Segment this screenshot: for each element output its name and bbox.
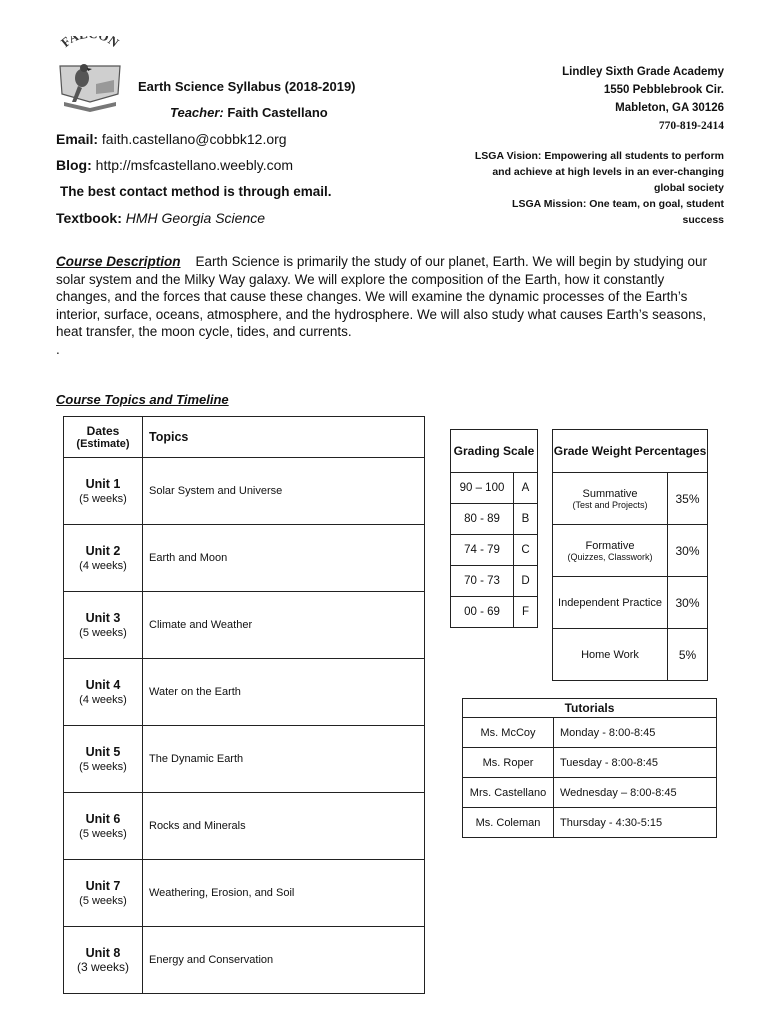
unit-label: Unit 7 [85,879,121,893]
school-name: Lindley Sixth Grade Academy [562,66,724,78]
tutorial-row [463,748,717,778]
unit-label: Unit 4 [85,678,121,692]
unit-weeks: (3 weeks) [76,960,129,974]
weight-percent: 5% [668,629,708,681]
unit-row [64,860,425,927]
textbook-line [56,210,265,226]
tutorial-row [463,778,717,808]
grade-range: 74 - 79 [451,535,514,566]
teacher-line [170,105,328,120]
unit-label: Unit 5 [85,745,121,759]
tutorial-time: Monday - 8:00-8:45 [554,718,717,748]
email-link[interactable]: faith.castellano@cobbk12.org [101,131,287,147]
unit-weeks: (5 weeks) [79,627,127,639]
blog-link[interactable]: http://msfcastellano.weebly.com [95,157,294,173]
grade-letter: C [514,535,538,566]
email-line [56,131,287,147]
teacher-name: Faith Castellano [227,105,328,120]
unit-weeks: (4 weeks) [79,560,127,572]
grade-letter: F [514,597,538,628]
textbook-label: Textbook: [56,210,122,226]
email-label: Email: [56,131,99,147]
grading-heading: Grading Scale [451,430,538,473]
grading-row [451,473,538,504]
unit-row [64,793,425,860]
unit-topic: Water on the Earth [143,659,425,726]
unit-topic: Solar System and Universe [143,458,425,525]
grade-range: 80 - 89 [451,504,514,535]
weights-heading: Grade Weight Percentages [553,430,708,473]
unit-dates-cell [64,458,143,525]
grading-row [451,504,538,535]
unit-label: Unit 8 [85,946,121,960]
unit-row [64,458,425,525]
unit-row [64,659,425,726]
unit-dates-cell [64,860,143,927]
grade-letter: D [514,566,538,597]
course-description-trailing: . [56,341,60,357]
unit-label: Unit 2 [85,544,121,558]
tutorials-heading: Tutorials [463,699,717,718]
tutorial-time: Wednesday – 8:00-8:45 [554,778,717,808]
unit-row [64,592,425,659]
unit-row [64,927,425,994]
weight-category [553,525,668,577]
svg-text:FALCON [58,36,122,50]
course-description [56,253,716,358]
weight-name: Independent Practice [558,596,662,609]
unit-topic: The Dynamic Earth [143,726,425,793]
weight-percent: 30% [668,525,708,577]
tutorial-row [463,718,717,748]
grading-row [451,566,538,597]
tutorial-teacher: Ms. McCoy [463,718,554,748]
units-col-dates-sub: (Estimate) [76,438,130,450]
course-description-heading: Course Description [56,254,181,269]
syllabus-title: Earth Science Syllabus (2018-2019) [138,79,356,94]
weight-name: Formative [585,539,635,552]
unit-dates-cell [64,927,143,994]
unit-topic: Energy and Conservation [143,927,425,994]
weight-row [553,473,708,525]
unit-weeks: (5 weeks) [79,895,127,907]
unit-weeks: (5 weeks) [79,828,127,840]
grade-letter: A [514,473,538,504]
unit-label: Unit 3 [85,611,121,625]
mission-text: LSGA Mission: One team, on goal, student success [512,198,724,226]
grade-range: 70 - 73 [451,566,514,597]
logo-text: FA N [57,36,122,51]
school-city: Mableton, GA 30126 [615,102,724,114]
tutorial-row [463,808,717,838]
falcon-logo [52,36,128,116]
teacher-label: Teacher: [170,105,224,120]
unit-topic: Rocks and Minerals [143,793,425,860]
tutorials-table [462,698,717,838]
tutorial-teacher: Ms. Coleman [463,808,554,838]
unit-dates-cell [64,726,143,793]
tutorial-time: Thursday - 4:30-5:15 [554,808,717,838]
unit-label: Unit 1 [85,477,121,491]
grade-range: 00 - 69 [451,597,514,628]
weight-name: Home Work [581,648,639,661]
unit-label: Unit 6 [85,812,121,826]
course-description-text: Earth Science is primarily the study of our planet, Earth. We will begin by studying our solar system and the Milky Way galaxy. We will explore the composition of the Earth, how it constantly changes, and the forces that cause these changes. We will examine the dynamic processes of the Earth’s interior, surface, oceans, atmosphere, and the hydrosphere. We will also study what causes Earth’s seasons, heat transfer, the moon cycle, tides, and currents. [56,254,708,339]
grading-scale-table [450,429,538,628]
tutorial-time: Tuesday - 8:00-8:45 [554,748,717,778]
unit-row [64,525,425,592]
unit-topic: Climate and Weather [143,592,425,659]
weight-row [553,577,708,629]
units-col-dates-label: Dates [86,424,120,438]
weight-row [553,525,708,577]
grade-weight-table [552,429,708,681]
unit-weeks: (5 weeks) [79,761,127,773]
vision-mission [474,148,724,228]
unit-row [64,726,425,793]
weight-sub: (Test and Projects) [572,499,648,510]
units-col-topics: Topics [143,417,425,458]
units-col-dates [64,417,143,458]
grading-row [451,597,538,628]
textbook-name: HMH Georgia Science [125,210,266,226]
weight-sub: (Quizzes, Classwork) [567,551,653,562]
unit-dates-cell [64,592,143,659]
unit-topic: Earth and Moon [143,525,425,592]
units-table [63,416,425,994]
tutorial-teacher: Ms. Roper [463,748,554,778]
weight-name: Summative [582,487,638,500]
grading-row [451,535,538,566]
unit-dates-cell [64,659,143,726]
weight-category [553,473,668,525]
weight-percent: 35% [668,473,708,525]
topics-heading: Course Topics and Timeline [56,392,229,407]
school-street: 1550 Pebblebrook Cir. [603,84,724,96]
grade-range: 90 – 100 [451,473,514,504]
weight-percent: 30% [668,577,708,629]
vision-text: LSGA Vision: Empowering all students to perform and achieve at high levels in an ever-changing global society [474,150,724,194]
weight-row [553,629,708,681]
best-contact-note: The best contact method is through email. [60,184,332,199]
tutorial-teacher: Mrs. Castellano [463,778,554,808]
blog-line [56,157,293,173]
unit-dates-cell [64,793,143,860]
unit-topic: Weathering, Erosion, and Soil [143,860,425,927]
blog-label: Blog: [56,157,92,173]
school-phone: 770-819-2414 [658,120,724,132]
school-address [562,63,724,135]
unit-dates-cell [64,525,143,592]
weight-category [553,629,668,681]
grade-letter: B [514,504,538,535]
unit-weeks: (4 weeks) [79,694,127,706]
unit-weeks: (5 weeks) [79,493,127,505]
weight-category [553,577,668,629]
